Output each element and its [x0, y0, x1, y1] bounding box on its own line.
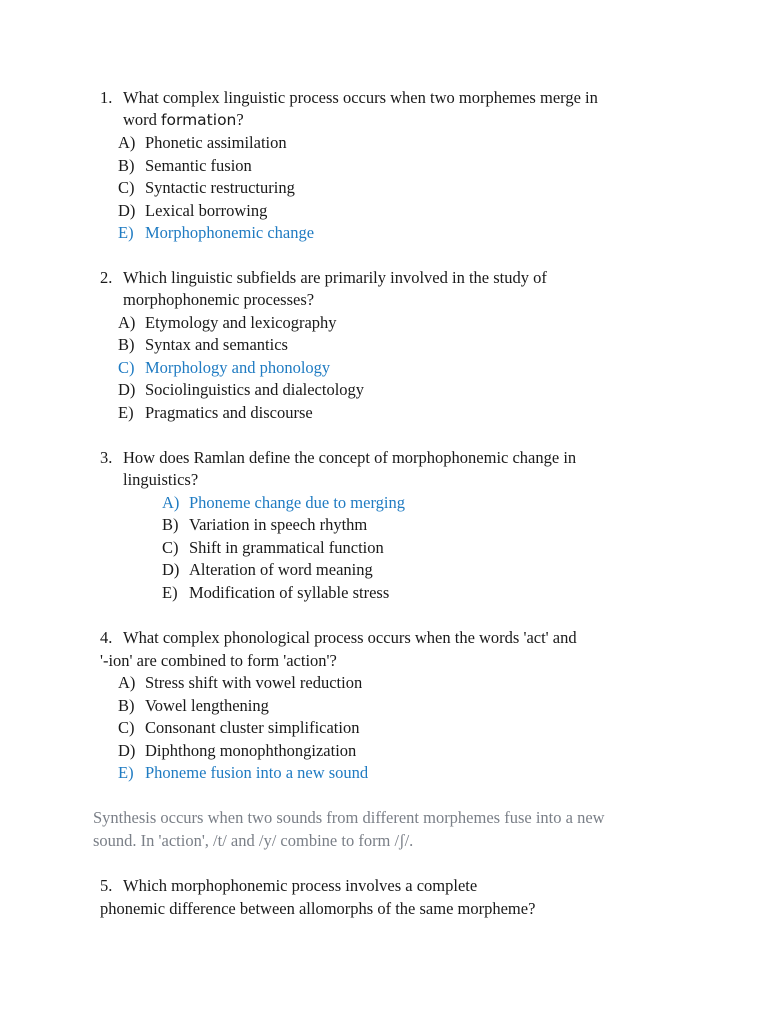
question-2-option-e: E) Pragmatics and discourse [118, 403, 313, 422]
question-5-number: 5. [100, 876, 113, 895]
question-4-option-a: A) Stress shift with vowel reduction [118, 673, 363, 692]
question-3-option-d: D) Alteration of word meaning [162, 560, 373, 579]
question-2-option-d: D) Sociolinguistics and dialectology [118, 380, 365, 399]
explanation-line-1: Synthesis occurs when two sounds from different morphemes fuse into a new [93, 808, 605, 827]
question-2-stem-line-2: morphophonemic processes? [123, 290, 315, 309]
question-4-stem-line-2: '-ion' are combined to form 'action'? [100, 651, 337, 670]
question-2-stem-line-1: 2. Which linguistic subfields are primarily involved in the study of [100, 268, 547, 287]
question-5-stem-line-2: phonemic difference between allomorphs of the same morpheme? [100, 899, 536, 918]
question-2-number: 2. [100, 268, 113, 287]
question-2-option-b: B) Syntax and semantics [118, 335, 288, 354]
question-4-number: 4. [100, 628, 113, 647]
question-1-stem-line-1: 1. What complex linguistic process occurs when two morphemes merge in [100, 88, 598, 107]
question-3-number: 3. [100, 448, 113, 467]
question-1-number: 1. [100, 88, 113, 107]
question-3-stem-line-1: 3. How does Ramlan define the concept of morphophonemic change in [100, 448, 577, 467]
question-3-option-a-answer: A) Phoneme change due to merging [162, 493, 405, 512]
question-2-option-c-answer: C) Morphology and phonology [118, 358, 331, 377]
question-2-option-a: A) Etymology and lexicography [118, 313, 337, 332]
question-3-option-c: C) Shift in grammatical function [162, 538, 384, 557]
question-3-option-e: E) Modification of syllable stress [162, 583, 390, 602]
question-5-stem-line-1: 5. Which morphophonemic process involves a complete [100, 876, 478, 895]
question-4-stem-line-1: 4. What complex phonological process occurs when the words 'act' and [100, 628, 577, 647]
question-4-option-e-answer: E) Phoneme fusion into a new sound [118, 763, 369, 782]
question-4-option-b: B) Vowel lengthening [118, 696, 269, 715]
question-1-option-a: A) Phonetic assimilation [118, 133, 287, 152]
question-1-option-b: B) Semantic fusion [118, 156, 252, 175]
question-3-option-b: B) Variation in speech rhythm [162, 515, 368, 534]
question-4-option-d: D) Diphthong monophthongization [118, 741, 357, 760]
question-4-option-c: C) Consonant cluster simplification [118, 718, 360, 737]
explanation-line-2: sound. In 'action', /t/ and /y/ combine to form /ʃ/. [93, 831, 414, 850]
question-1-option-e-answer: E) Morphophonemic change [118, 223, 315, 242]
question-1-option-c: C) Syntactic restructuring [118, 178, 295, 197]
question-1-option-d: D) Lexical borrowing [118, 201, 268, 220]
question-1-stem-line-2: word formation? [123, 110, 244, 129]
question-3-stem-line-2: linguistics? [123, 470, 199, 489]
